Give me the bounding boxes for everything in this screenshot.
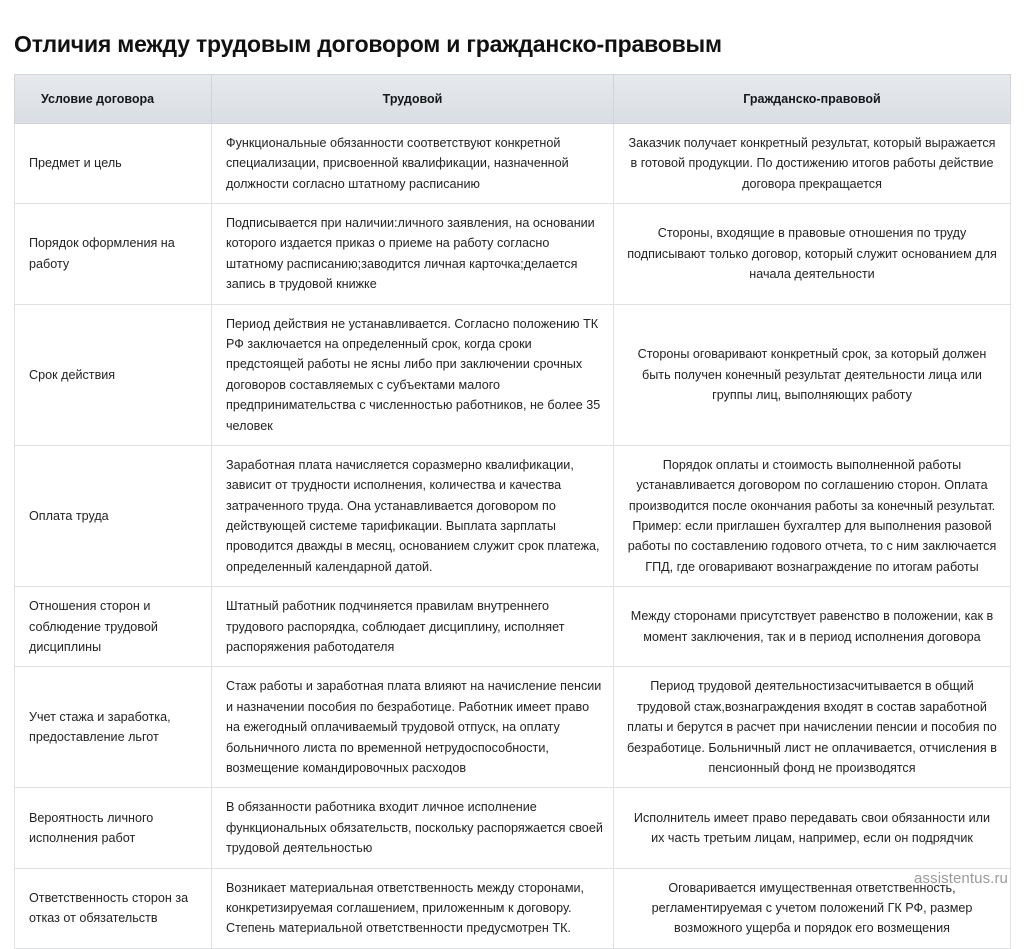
table-cell-civil: Исполнитель имеет право передавать свои обязанности или их часть третьим лицам, например, если он подрядчик <box>614 788 1011 868</box>
table-row <box>15 445 1011 586</box>
table-cell-condition: Оплата труда <box>15 445 212 586</box>
table-cell-labor: Подписывается при наличии:личного заявления, на основании которого издается приказ о приеме на работу согласно штатному расписанию;заводится личная карточка;делается запись в трудовой книжке <box>212 204 614 305</box>
comparison-table-container <box>14 74 1010 949</box>
table-header <box>15 74 1011 123</box>
table-cell-civil: Оговаривается имущественная ответственность, регламентируемая с учетом положений ГК РФ, размер возможного ущерба и порядок его возмещения <box>614 868 1011 948</box>
table-row <box>15 667 1011 788</box>
table-cell-civil: Стороны оговаривают конкретный срок, за который должен быть получен конечный результат деятельности лица или группы лиц, выполняющих работу <box>614 304 1011 445</box>
table-cell-labor: В обязанности работника входит личное исполнение функциональных обязательств, поскольку распоряжается своей трудовой деятельностью <box>212 788 614 868</box>
table-cell-civil: Порядок оплаты и стоимость выполненной работы устанавливается договором по соглашению сторон. Оплата производится после окончания работы за конечный результат. Пример: если приглашен бухгалтер для выполнения разовой работы по составлению годового отчета, то с ним заключается ГПД, где оговаривают вознаграждение по итогам работы <box>614 445 1011 586</box>
table-cell-civil: Между сторонами присутствует равенство в положении, как в момент заключения, так и в период исполнения договора <box>614 587 1011 667</box>
column-header-labor: Трудовой <box>212 74 614 123</box>
table-row <box>15 587 1011 667</box>
table-cell-condition: Ответственность сторон за отказ от обязательств <box>15 868 212 948</box>
table-row <box>15 868 1011 948</box>
column-header-condition: Условие договора <box>15 74 212 123</box>
table-cell-labor: Функциональные обязанности соответствуют конкретной специализации, присвоенной квалификации, назначенной должности согласно штатному расписанию <box>212 123 614 203</box>
table-cell-labor: Период действия не устанавливается. Согласно положению ТК РФ заключается на определенный срок, когда сроки предстоящей работы не ясны либо при заключении срочных договоров составляемых с субъектами малого предпринимательства с численностью работников, не более 35 человек <box>212 304 614 445</box>
table-cell-condition: Отношения сторон и соблюдение трудовой дисциплины <box>15 587 212 667</box>
table-cell-civil: Период трудовой деятельностизасчитывается в общий трудовой стаж,вознаграждения входят в состав заработной платы и берутся в расчет при начислении пенсии и пособия по безработице. Больничный лист не оплачивается, отчисления в пенсионный фонд не производятся <box>614 667 1011 788</box>
table-cell-labor: Стаж работы и заработная плата влияют на начисление пенсии и назначении пособия по безработице. Работник имеет право на ежегодный оплачиваемый трудовой отпуск, на оплату больничного листа по временной нетрудоспособности, возмещение командировочных расходов <box>212 667 614 788</box>
column-header-civil: Гражданско-правовой <box>614 74 1011 123</box>
document-page <box>0 15 1024 936</box>
table-cell-condition: Учет стажа и заработка, предоставление льгот <box>15 667 212 788</box>
table-cell-civil: Заказчик получает конкретный результат, который выражается в готовой продукции. По достижению итогов работы действие договора прекращается <box>614 123 1011 203</box>
table-cell-civil: Стороны, входящие в правовые отношения по труду подписывают только договор, который служит основанием для начала деятельности <box>614 204 1011 305</box>
table-header-row <box>15 74 1011 123</box>
table-cell-condition: Предмет и цель <box>15 123 212 203</box>
table-cell-condition: Вероятность личного исполнения работ <box>15 788 212 868</box>
table-cell-labor: Возникает материальная ответственность между сторонами, конкретизируемая соглашением, приложенным к договору. Степень материальной ответственности предусмотрен ТК. <box>212 868 614 948</box>
table-row <box>15 123 1011 203</box>
site-watermark: assistentus.ru <box>914 870 1008 888</box>
table-cell-condition: Срок действия <box>15 304 212 445</box>
table-row <box>15 204 1011 305</box>
table-row <box>15 788 1011 868</box>
table-cell-labor: Штатный работник подчиняется правилам внутреннего трудового распорядка, соблюдает дисциплину, исполняет распоряжения работодателя <box>212 587 614 667</box>
page-title: Отличия между трудовым договором и гражданско-правовым <box>14 31 722 58</box>
table-body <box>15 123 1011 948</box>
table-cell-labor: Заработная плата начисляется соразмерно квалификации, зависит от трудности исполнения, количества и качества затраченного труда. Она устанавливается договором по действующей системе тарификации. Выплата зарплаты проводится дважды в месяц, основанием служит срок платежа, определенный календарной датой. <box>212 445 614 586</box>
table-row <box>15 304 1011 445</box>
table-cell-condition: Порядок оформления на работу <box>15 204 212 305</box>
comparison-table <box>14 74 1011 949</box>
